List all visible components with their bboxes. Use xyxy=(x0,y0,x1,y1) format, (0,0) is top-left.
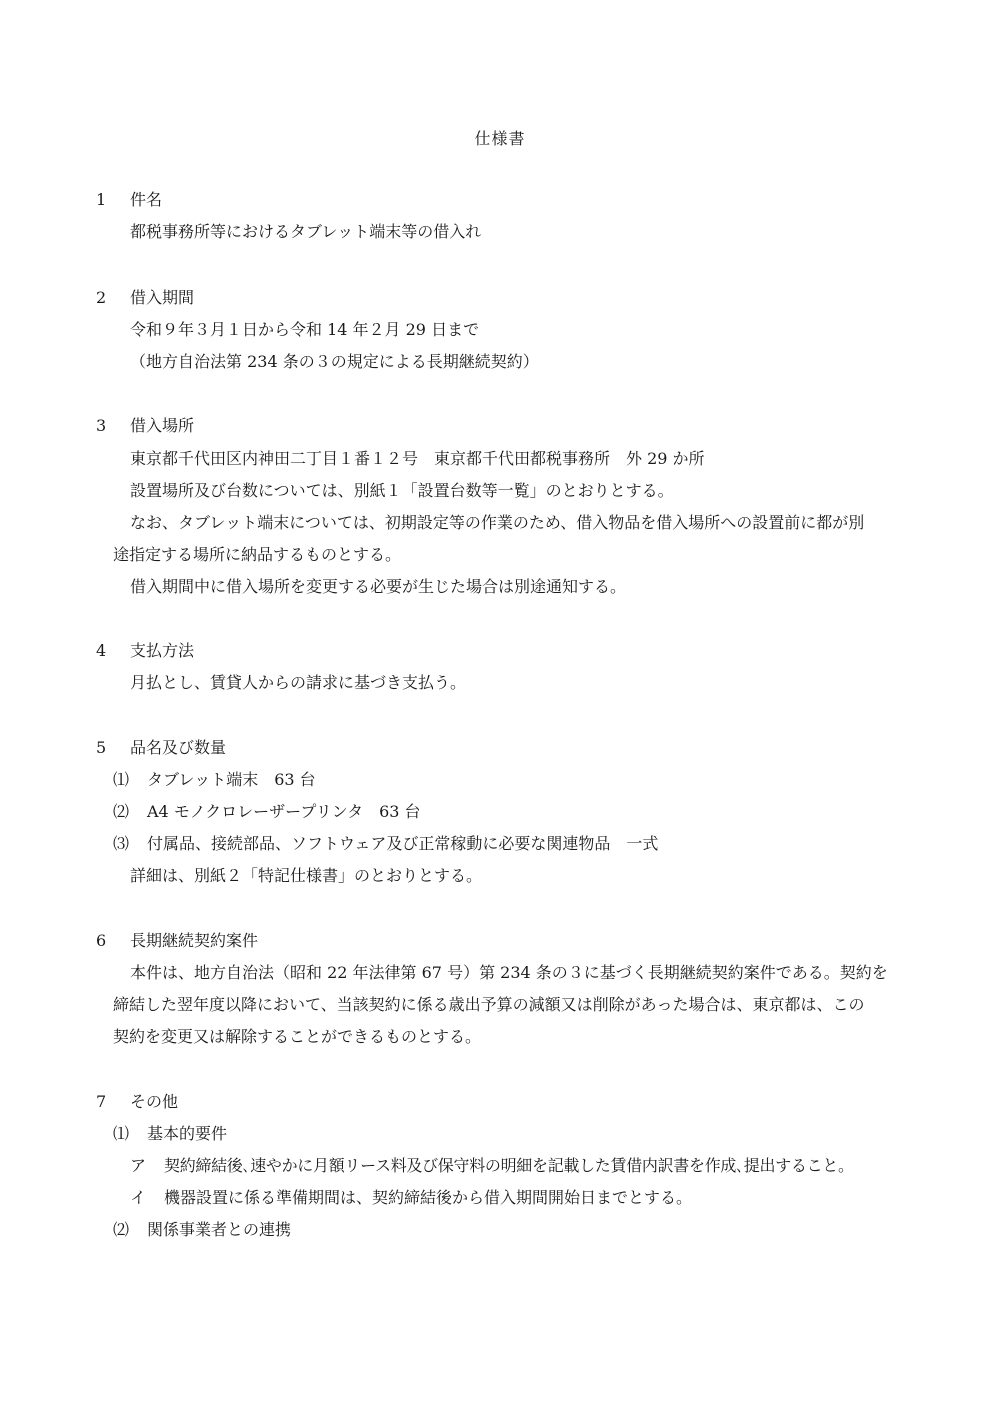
sub-heading: 基本的要件 xyxy=(147,1124,228,1143)
item-marker: ア xyxy=(130,1156,147,1175)
sub-heading: 関係事業者との連携 xyxy=(147,1220,292,1239)
section-6-line: 契約を変更又は解除することができるものとする。 xyxy=(113,1027,482,1046)
section-6-line: 本件は、地方自治法（昭和 22 年法律第 67 号）第 234 条の３に基づく長期継続契約案件である。契約を xyxy=(130,963,888,982)
item-marker: ⑶ xyxy=(113,834,130,853)
section-3-heading: 借入場所 xyxy=(130,416,195,435)
item-marker: イ xyxy=(130,1188,147,1207)
section-6-line: 締結した翌年度以降において、当該契約に係る歳出予算の減額又は削除があった場合は、東京都は、この xyxy=(113,995,865,1014)
item-text: 付属品、接続部品、ソフトウェア及び正常稼動に必要な関連物品 一式 xyxy=(147,834,659,853)
item-text: タブレット端末 63 台 xyxy=(147,770,316,789)
item-text: A4 モノクロレーザープリンタ 63 台 xyxy=(147,802,421,821)
section-4-line: 月払とし、賃貸人からの請求に基づき支払う。 xyxy=(130,673,467,692)
section-4-number: 4 xyxy=(96,641,107,660)
item-marker: ⑵ xyxy=(113,802,130,821)
item-text: 機器設置に係る準備期間は、契約締結後から借入期間開始日までとする。 xyxy=(164,1188,693,1207)
section-1-heading: 件名 xyxy=(130,190,163,209)
sub-marker: ⑵ xyxy=(113,1220,130,1239)
section-5-note: 詳細は、別紙２「特記仕様書」のとおりとする。 xyxy=(130,866,483,885)
sub-marker: ⑴ xyxy=(113,1124,130,1143)
section-7-number: 7 xyxy=(96,1092,107,1111)
section-6-number: 6 xyxy=(96,931,107,950)
section-2-heading: 借入期間 xyxy=(130,288,195,307)
section-3-number: 3 xyxy=(96,416,107,435)
section-3-line: 設置場所及び台数については、別紙１「設置台数等一覧」のとおりとする。 xyxy=(130,481,674,500)
item-text: 契約締結後､速やかに月額リース料及び保守料の明細を記載した賃借内訳書を作成､提出すること。 xyxy=(164,1156,854,1175)
section-5-heading: 品名及び数量 xyxy=(130,738,227,757)
section-3-line: 借入期間中に借入場所を変更する必要が生じた場合は別途通知する。 xyxy=(130,577,627,596)
section-2-number: 2 xyxy=(96,288,107,307)
section-3-line: なお、タブレット端末については、初期設定等の作業のため、借入物品を借入場所への設置前に都が別 xyxy=(130,513,865,532)
section-3-line: 途指定する場所に納品するものとする。 xyxy=(113,545,402,564)
section-7-heading: その他 xyxy=(130,1092,179,1111)
section-4-heading: 支払方法 xyxy=(130,641,195,660)
section-1-line: 都税事務所等におけるタブレット端末等の借入れ xyxy=(130,222,482,241)
section-1-number: 1 xyxy=(96,190,107,209)
item-marker: ⑴ xyxy=(113,770,130,789)
document-title: 仕様書 xyxy=(474,129,526,148)
section-2-line: 令和９年３月１日から令和 14 年２月 29 日まで xyxy=(130,320,480,339)
section-5-number: 5 xyxy=(96,738,107,757)
section-6-heading: 長期継続契約案件 xyxy=(130,931,259,950)
section-3-line: 東京都千代田区内神田二丁目１番１２号 東京都千代田都税事務所 外 29 か所 xyxy=(130,449,705,468)
section-2-line: （地方自治法第 234 条の３の規定による長期継続契約） xyxy=(130,352,539,371)
